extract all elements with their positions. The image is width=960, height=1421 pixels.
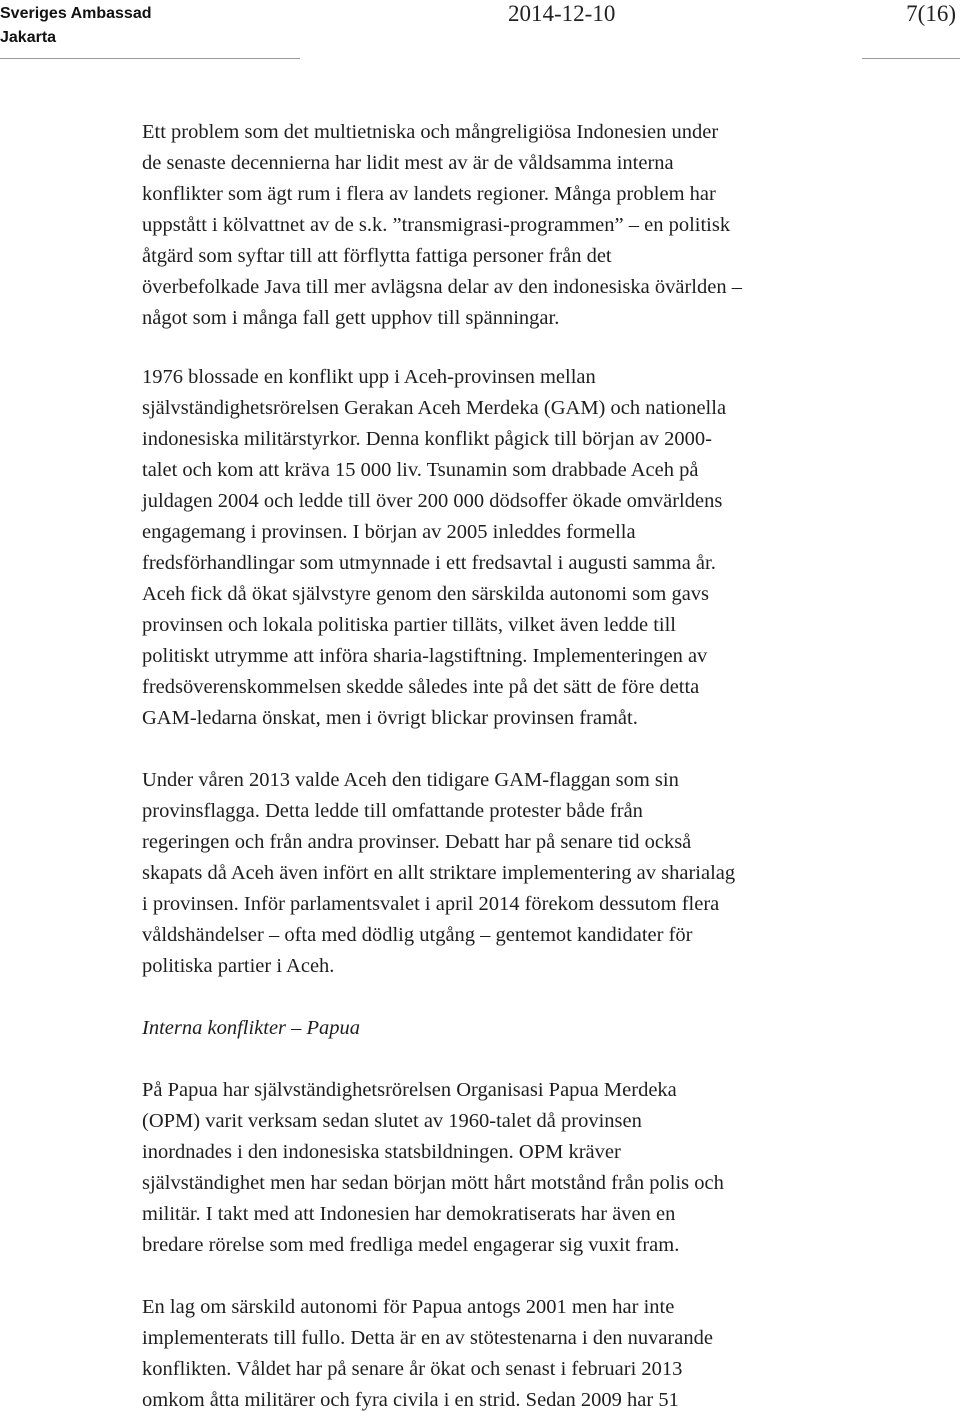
text-line: de senaste decennierna har lidit mest av är de våldsamma interna [142, 152, 674, 174]
text-line: militär. I takt med att Indonesien har demokratiserats har även en [142, 1203, 676, 1225]
sender-location: Jakarta [0, 29, 57, 46]
text-line: talet och kom att kräva 15 000 liv. Tsunamin som drabbade Aceh på [142, 459, 699, 481]
text-line: implementerats till fullo. Detta är en av stötestenarna i den nuvarande [142, 1327, 713, 1349]
text-line: provinsen och lokala politiska partier tilläts, vilket även ledde till [142, 614, 677, 636]
page-number: 7(16) [906, 1, 956, 26]
text-line: inordnades i den indonesiska statsbildningen. OPM kräver [142, 1141, 621, 1163]
text-line: åtgärd som syftar till att förflytta fattiga personer från det [142, 245, 612, 267]
section-heading-papua: Interna konflikter – Papua [142, 1017, 361, 1039]
text-line: En lag om särskild autonomi för Papua antogs 2001 men har inte [142, 1296, 675, 1318]
text-line: uppstått i kölvattnet av de s.k. ”transmigrasi-programmen” – en politisk [142, 214, 731, 236]
text-line: fredsöverenskommelsen skedde således inte på det sätt de före detta [142, 676, 700, 698]
text-line: bredare rörelse som med fredliga medel engagerar sig vuxit fram. [142, 1234, 680, 1256]
text-line: våldshändelser – ofta med dödlig utgång – gentemot kandidater för [142, 924, 693, 946]
page-header [0, 0, 960, 62]
text-line: omkom åtta militärer och fyra civila i en strid. Sedan 2009 har 51 [142, 1389, 679, 1411]
text-line: GAM-ledarna önskat, men i övrigt blickar provinsen framåt. [142, 707, 638, 729]
paragraph-aceh-flag [142, 765, 854, 982]
text-line: engagemang i provinsen. I början av 2005 inleddes formella [142, 521, 636, 543]
document-body [142, 117, 854, 1416]
sender-block [0, 2, 151, 50]
text-line: konflikten. Våldet har på senare år ökat och senast i februari 2013 [142, 1358, 683, 1380]
text-line: (OPM) varit verksam sedan slutet av 1960-talet då provinsen [142, 1110, 642, 1132]
text-line: Aceh fick då ökat självstyre genom den särskilda autonomi som gavs [142, 583, 710, 605]
paragraph-regional-conflicts [142, 117, 854, 334]
text-line: politiskt utrymme att införa sharia-lagstiftning. Implementeringen av [142, 645, 708, 667]
text-line: konflikter som ägt rum i flera av landets regioner. Många problem har [142, 183, 716, 205]
text-line: politiska partier i Aceh. [142, 955, 335, 977]
text-line: självständighetsrörelsen Gerakan Aceh Merdeka (GAM) och nationella [142, 397, 727, 419]
paragraph-papua-opm [142, 1075, 854, 1261]
text-line: provinsflagga. Detta ledde till omfattande protester både från [142, 800, 643, 822]
text-line: något som i många fall gett upphov till spänningar. [142, 307, 560, 329]
text-line: överbefolkade Java till mer avlägsna delar av den indonesiska övärlden – [142, 276, 742, 298]
text-line: fredsförhandlingar som utmynnade i ett fredsavtal i augusti samma år. [142, 552, 716, 574]
header-rule-right [862, 58, 960, 59]
header-rule-left [0, 58, 300, 59]
text-line: Ett problem som det multietniska och mångreligiösa Indonesien under [142, 121, 719, 143]
text-line: i provinsen. Inför parlamentsvalet i april 2014 förekom dessutom flera [142, 893, 720, 915]
text-line: juldagen 2004 och ledde till över 200 000 dödsoffer ökade omvärldens [142, 490, 723, 512]
text-line: regeringen och från andra provinser. Debatt har på senare tid också [142, 831, 692, 853]
sender-organization: Sveriges Ambassad [0, 5, 152, 22]
text-line: Under våren 2013 valde Aceh den tidigare GAM-flaggan som sin [142, 769, 679, 791]
paragraph-papua-autonomy [142, 1292, 854, 1416]
text-line: skapats då Aceh även infört en allt striktare implementering av sharialag [142, 862, 736, 884]
text-line: 1976 blossade en konflikt upp i Aceh-provinsen mellan [142, 366, 596, 388]
paragraph-aceh-conflict [142, 362, 854, 734]
text-line: På Papua har självständighetsrörelsen Organisasi Papua Merdeka [142, 1079, 677, 1101]
text-line: indonesiska militärstyrkor. Denna konflikt pågick till början av 2000- [142, 428, 712, 450]
document-date: 2014-12-10 [508, 1, 616, 26]
text-line: självständighet men har sedan början mött hårt motstånd från polis och [142, 1172, 724, 1194]
